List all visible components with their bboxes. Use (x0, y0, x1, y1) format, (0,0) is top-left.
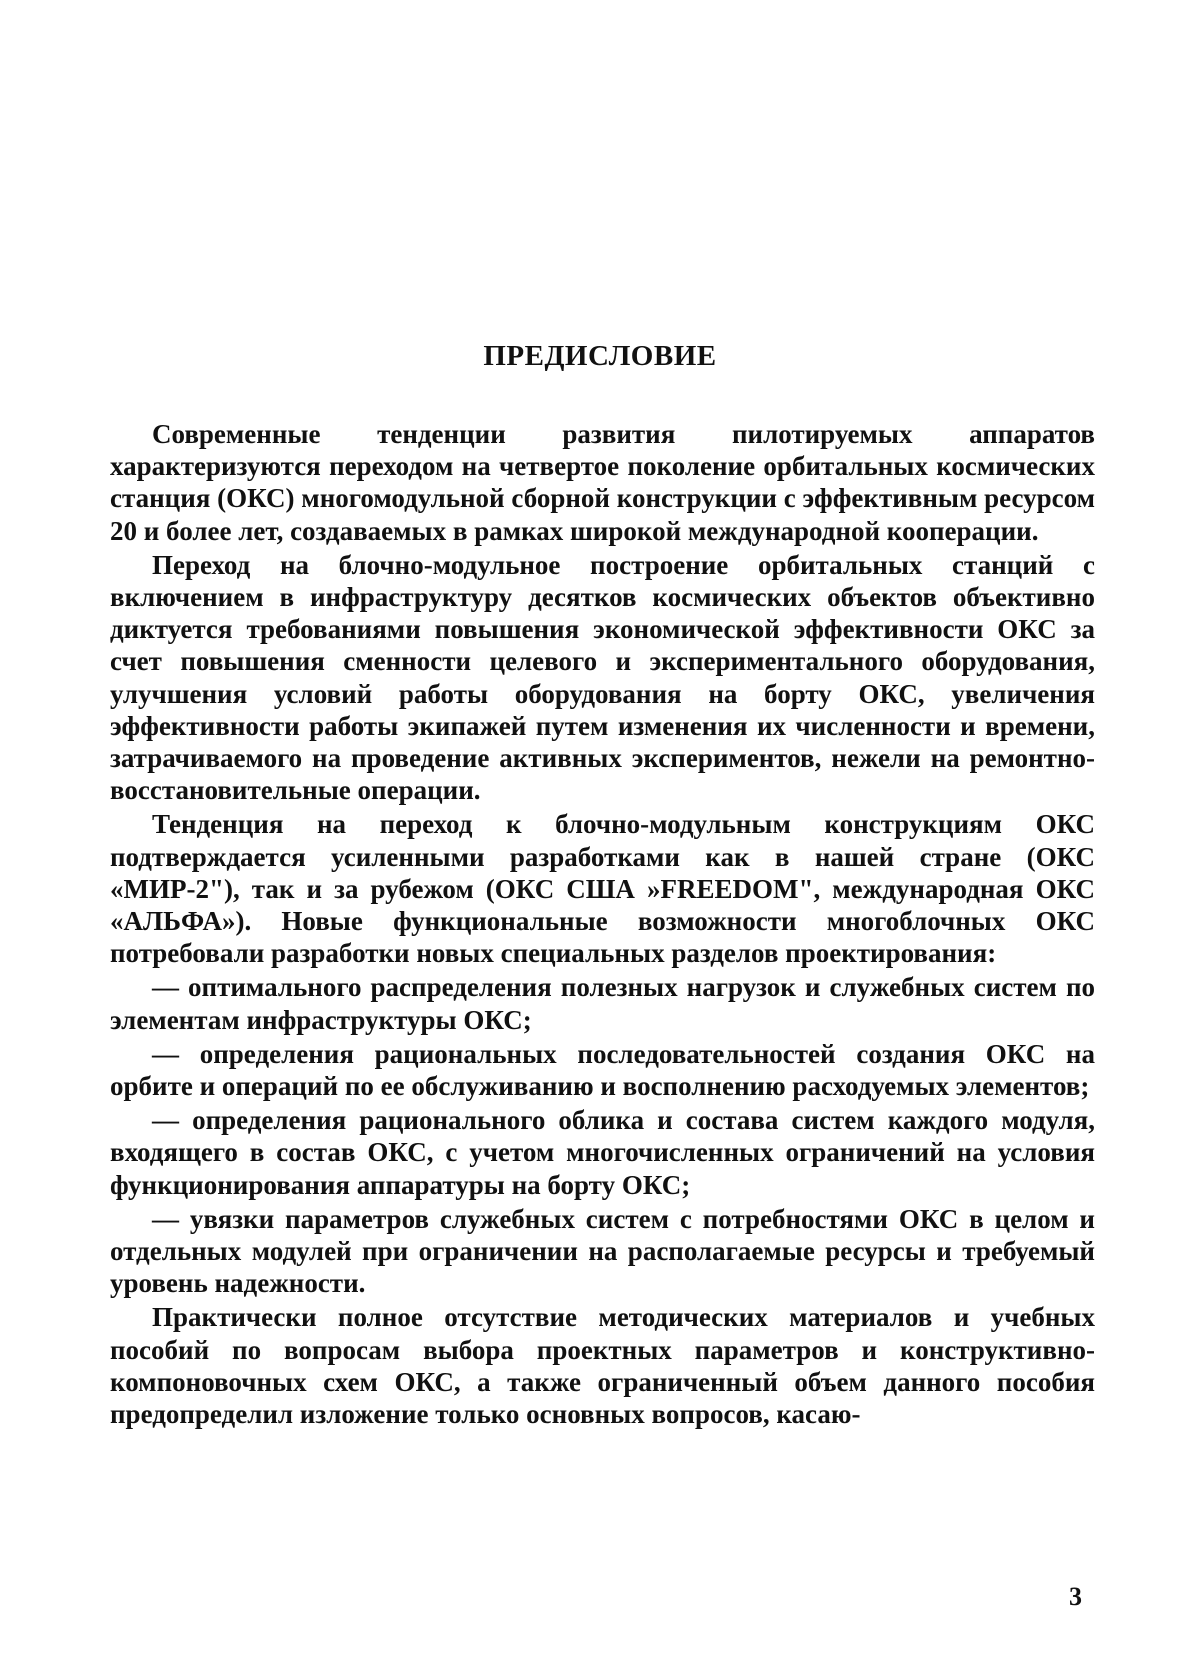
paragraph: Переход на блочно-модульное построение орбитальных станций с включением в инфраструктуру десятков космических объектов объективно диктуется требованиями повышения экономической эффективности ОКС за счет повышения сменности целевого и экспериментального оборудования, улучшения условий работы оборудования на борту ОКС, увеличения эффективности работы экипажей путем изменения их численности и времени, затрачиваемого на проведение активных экспериментов, нежели на ремонтно-восстановительные операции. (110, 549, 1095, 806)
body-text (110, 418, 1095, 1432)
list-item: — определения рационального облика и состава систем каждого модуля, входящего в состав ОКС, с учетом многочисленных ограничений на условия функционирования аппаратуры на борту ОКС; (110, 1105, 1095, 1200)
list-item: — увязки параметров служебных систем с потребностями ОКС в целом и отдельных модулей при ограничении на располагаемые ресурсы и требуемый уровень надежности. (110, 1203, 1095, 1299)
paragraph: Современные тенденции развития пилотируемых аппаратов характеризуются переходом на четвертое поколение орбитальных космических станция (ОКС) многомодульной сборной конструкции с эффективным ресурсом 20 и более лет, создаваемых в рамках широкой международной кооперации. (110, 419, 1095, 546)
list-item: — определения рациональных последовательностей создания ОКС на орбите и операций по ее обслуживанию и восполнению расходуемых элементов; (110, 1038, 1095, 1102)
paragraph: Практически полное отсутствие методических материалов и учебных пособий по вопросам выбора проектных параметров и конструктивно- компоновочных схем ОКС, а также ограниченный объем данного пособия предопределил изложение только основных вопросов, касаю- (110, 1302, 1095, 1430)
paragraph: Тенденция на переход к блочно-модульным конструкциям ОКС подтверждается усиленными разработками как в нашей стране (ОКС «МИР-2"), так и за рубежом (ОКС США »FREEDOM", международная ОКС «АЛЬФА»). Новые функциональные возможности многоблочных ОКС потребовали разработки новых специальных разделов проектирования: (110, 809, 1095, 969)
list-item: — оптимального распределения полезных нагрузок и служебных систем по элементам инфраструктуры ОКС; (110, 972, 1095, 1035)
page-number: 3 (1069, 1582, 1082, 1611)
page-title: ПРЕДИСЛОВИЕ (483, 340, 717, 372)
